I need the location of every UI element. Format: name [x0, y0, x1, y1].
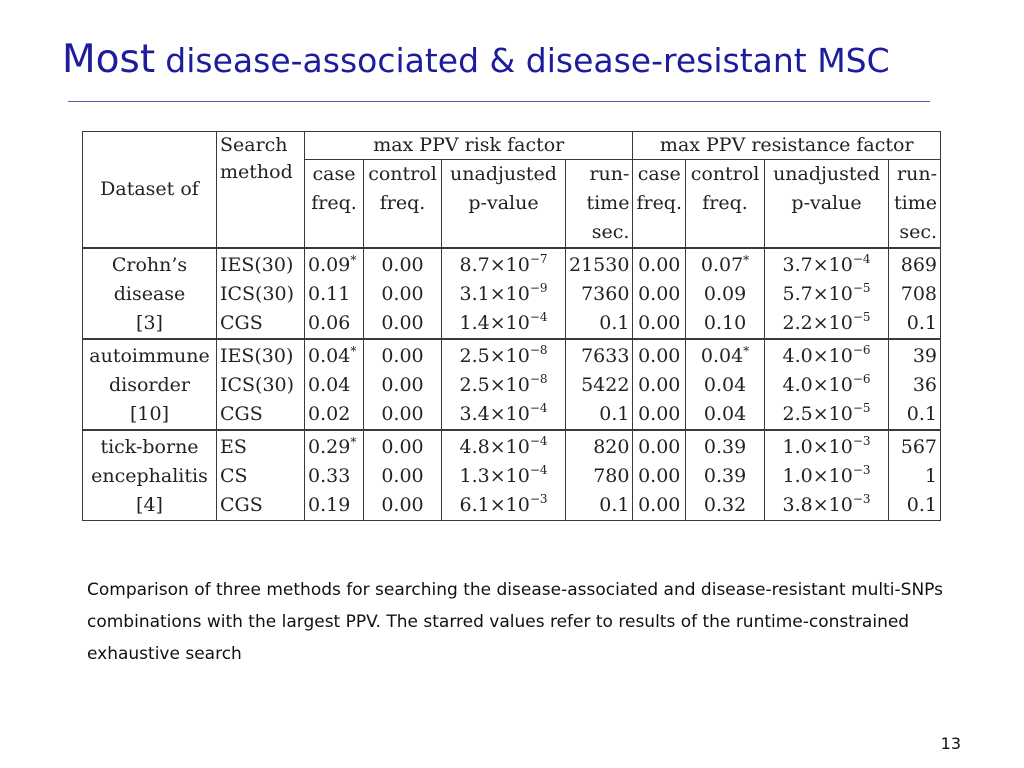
risk-p-value-cell: $2.5\times 10^{-8}$ $2.5\times 10^{-8}$ $3.4\times 10^{-4}$: [442, 339, 566, 430]
title-rest: disease-associated & disease-resistant MSC: [165, 41, 890, 80]
title-divider: [68, 101, 930, 102]
method-cell: IES(30) ICS(30) CGS: [217, 248, 305, 339]
res-p-value-cell: $3.7\times 10^{-4}$ $5.7\times 10^{-5}$ $2.2\times 10^{-5}$: [765, 248, 889, 339]
dataset-cell: autoimmune disorder [10]: [83, 339, 217, 430]
header-res-p-value: unadjusted p-value: [765, 160, 889, 249]
risk-control-freq-cell: 0.00 0.00 0.00: [364, 339, 442, 430]
risk-p-value-cell: $4.8\times 10^{-4}$ $1.3\times 10^{-4}$ $6.1\times 10^{-3}$: [442, 430, 566, 521]
res-control-freq-cell: 0.07* 0.09 0.10: [686, 248, 765, 339]
res-runtime-cell: 869 708 0.1: [889, 248, 941, 339]
res-p-value-cell: $4.0\times 10^{-6}$ $4.0\times 10^{-6}$ $2.5\times 10^{-5}$: [765, 339, 889, 430]
risk-p-value-cell: $8.7\times 10^{-7}$ $3.1\times 10^{-9}$ $1.4\times 10^{-4}$: [442, 248, 566, 339]
risk-control-freq-cell: 0.00 0.00 0.00: [364, 430, 442, 521]
header-risk-control-freq: control freq.: [364, 160, 442, 249]
risk-case-freq-cell: 0.04* 0.04 0.02: [305, 339, 364, 430]
method-cell: IES(30) ICS(30) CGS: [217, 339, 305, 430]
risk-case-freq-cell: 0.09* 0.11 0.06: [305, 248, 364, 339]
risk-control-freq-cell: 0.00 0.00 0.00: [364, 248, 442, 339]
dataset-cell: Crohn’s disease [3]: [83, 248, 217, 339]
header-res-runtime: run- time sec.: [889, 160, 941, 249]
risk-runtime-cell: 820 780 0.1: [566, 430, 633, 521]
header-risk-p-value: unadjusted p-value: [442, 160, 566, 249]
res-p-value-cell: $1.0\times 10^{-3}$ $1.0\times 10^{-3}$ $3.8\times 10^{-3}$: [765, 430, 889, 521]
header-risk-factor: max PPV risk factor: [305, 132, 633, 160]
header-dataset: Dataset of: [83, 132, 217, 249]
header-res-case-freq: case freq.: [633, 160, 686, 249]
header-res-control-freq: control freq.: [686, 160, 765, 249]
res-control-freq-cell: 0.04* 0.04 0.04: [686, 339, 765, 430]
header-resistance-factor: max PPV resistance factor: [633, 132, 941, 160]
res-case-freq-cell: 0.00 0.00 0.00: [633, 248, 686, 339]
header-risk-case-freq: case freq.: [305, 160, 364, 249]
risk-runtime-cell: 21530 7360 0.1: [566, 248, 633, 339]
risk-runtime-cell: 7633 5422 0.1: [566, 339, 633, 430]
results-table: [82, 131, 941, 521]
res-runtime-cell: 39 36 0.1: [889, 339, 941, 430]
title-lead: Most: [62, 37, 156, 82]
page-number: 13: [940, 734, 961, 753]
res-case-freq-cell: 0.00 0.00 0.00: [633, 430, 686, 521]
res-runtime-cell: 567 1 0.1: [889, 430, 941, 521]
slide-title: [62, 37, 890, 82]
risk-case-freq-cell: 0.29* 0.33 0.19: [305, 430, 364, 521]
res-case-freq-cell: 0.00 0.00 0.00: [633, 339, 686, 430]
header-risk-runtime: run- time sec.: [566, 160, 633, 249]
res-control-freq-cell: 0.39 0.39 0.32: [686, 430, 765, 521]
dataset-cell: tick-borne encephalitis [4]: [83, 430, 217, 521]
header-search-method: Search method: [217, 132, 305, 249]
table-caption: Comparison of three methods for searching the disease-associated and disease-resistant multi-SNPs combinations with the largest PPV. The starred values refer to results of the runtime-constrained exhaustive search: [87, 580, 943, 664]
method-cell: ES CS CGS: [217, 430, 305, 521]
